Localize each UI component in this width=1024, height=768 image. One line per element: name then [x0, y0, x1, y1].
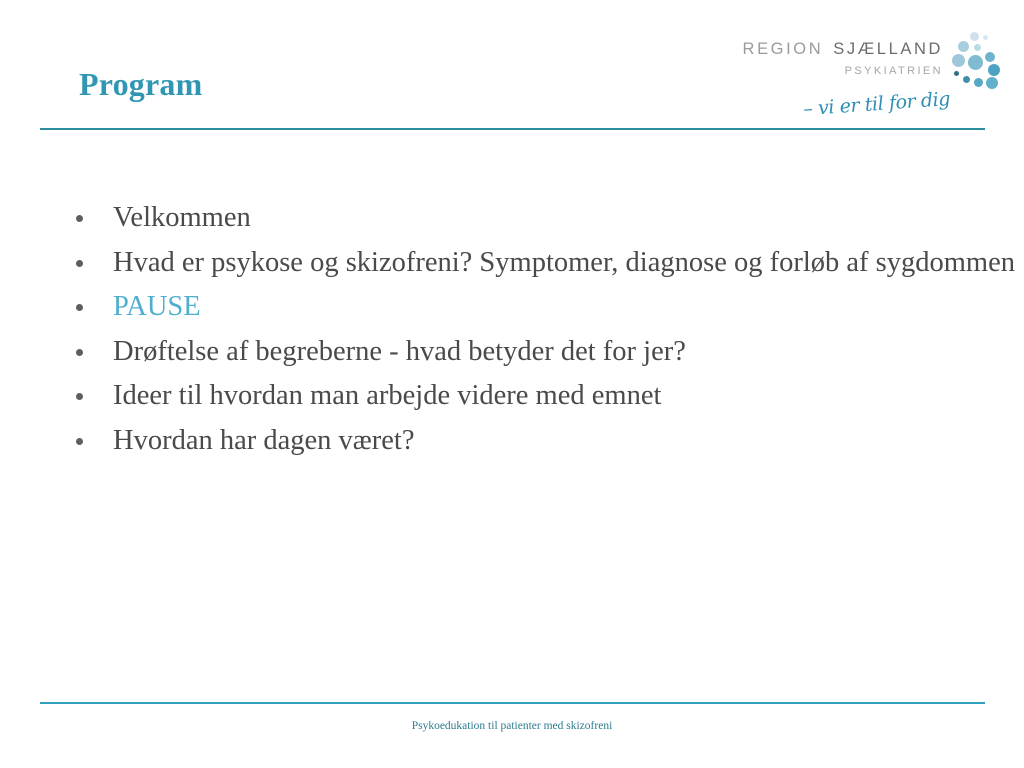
region-sjaelland-logo	[718, 36, 990, 128]
bullet-dot-icon	[76, 304, 83, 311]
slide-header	[0, 0, 1024, 132]
footer-text: Psykoedukation til patienter med skizofreni	[411, 720, 613, 732]
bullet-dot-icon	[76, 215, 83, 222]
logo-dot-2	[958, 41, 969, 52]
program-bullet-list	[0, 196, 1024, 463]
list-item-label: Drøftelse af begreberne - hvad betyder det for jer?	[113, 335, 686, 367]
logo-dot-6	[985, 52, 995, 62]
logo-sjaelland-text: SJÆLLAND	[833, 40, 943, 58]
list-item	[0, 330, 1018, 375]
list-item	[0, 419, 1018, 464]
logo-dot-11	[986, 77, 998, 89]
list-item	[0, 374, 1018, 419]
footer-divider-line	[40, 702, 985, 704]
logo-dot-9	[963, 76, 970, 83]
list-item-label: Velkommen	[113, 202, 251, 233]
bullet-dot-icon	[76, 349, 83, 356]
logo-dot-1	[983, 35, 988, 40]
logo-dot-8	[954, 71, 959, 76]
bullet-dot-icon	[76, 438, 83, 445]
list-item	[0, 196, 1018, 241]
list-item-label: Hvad er psykose og skizofreni? Symptomer, diagnose og forløb af sygdommen	[113, 246, 1015, 278]
list-item-label: PAUSE	[113, 291, 201, 322]
logo-dot-10	[974, 78, 983, 87]
header-divider-line	[40, 128, 985, 130]
logo-subtitle-text: PSYKIATRIEN	[844, 65, 943, 77]
bullet-dot-icon	[76, 393, 83, 400]
list-item-label: Hvordan har dagen været?	[113, 424, 415, 456]
logo-region-text: REGION	[742, 40, 824, 58]
list-item-label: Ideer til hvordan man arbejde videre med emnet	[113, 380, 662, 411]
logo-wordmark	[718, 40, 943, 59]
logo-dot-4	[952, 54, 965, 67]
logo-dot-3	[974, 44, 981, 51]
logo-dot-0	[970, 32, 979, 41]
logo-tagline-text: – vi er til for dig	[802, 88, 951, 121]
list-item	[0, 241, 1018, 286]
list-item	[0, 285, 1018, 330]
bullet-dot-icon	[76, 260, 83, 267]
page-title: Program	[79, 66, 203, 102]
slide-body	[0, 196, 1024, 463]
logo-dot-spiral-icon	[950, 30, 1006, 96]
logo-dot-5	[968, 55, 983, 70]
logo-dot-7	[988, 64, 1000, 76]
